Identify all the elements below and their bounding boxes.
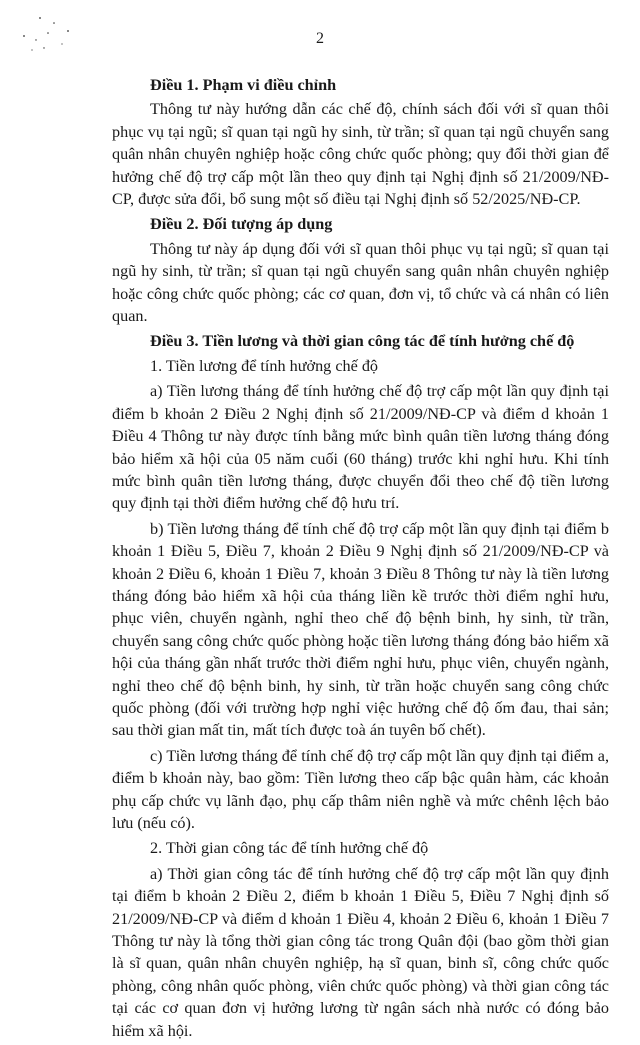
article-3-clause-1-point-a: a) Tiền lương tháng để tính hưởng chế độ trợ cấp một lần quy định tại điểm b khoản 2 Điều 2 Nghị định số 21/2009/NĐ-CP và điểm d khoản 1 Điều 4 Thông tư này được tính bằng mức bình quân tiền lương tháng đóng bảo hiểm xã hội của 05 năm cuối (60 tháng) trước khi nghỉ hưu. Khi tính mức bình quân tiền lương tháng, được chuyển đổi theo chế độ tiền lương quy định tại thời điểm hưởng chế độ hưu trí. — [112, 382, 609, 513]
article-3-clause-1-point-c: c) Tiền lương tháng để tính chế độ trợ cấp một lần quy định tại điểm a, điểm b khoản này, bao gồm: Tiền lương theo cấp bậc quân hàm, các khoản phụ cấp chức vụ lãnh đạo, phụ cấp thâm niên nghề và mức chênh lệch bảo lưu (nếu có). — [112, 746, 609, 832]
article-3-clause-1-title: 1. Tiền lương để tính hưởng chế độ — [150, 356, 379, 375]
article-2-heading: Điều 2. Đối tượng áp dụng — [150, 215, 333, 234]
article-2-body: Thông tư này áp dụng đối với sĩ quan thôi phục vụ tại ngũ; sĩ quan tại ngũ hy sinh, từ trần; sĩ quan tại ngũ chuyển sang quân nhân chuyên nghiệp hoặc công chức quốc phòng; các cơ quan, đơn vị, tổ chức và cá nhân có liên quan. — [112, 239, 609, 326]
article-1-heading: Điều 1. Phạm vi điều chỉnh — [150, 76, 337, 94]
article-3-clause-2-title: 2. Thời gian công tác để tính hưởng chế độ — [150, 839, 429, 858]
article-1-body: Thông tư này hướng dẫn các chế độ, chính sách đối với sĩ quan thôi phục vụ tại ngũ; sĩ quan tại ngũ hy sinh, từ trần; sĩ quan tại ngũ chuyển sang quân nhân chuyên nghiệp hoặc công chức quốc phòng; quy đổi thời gian để hưởng chế độ trợ cấp một lần theo quy định tại Nghị định số 21/2009/NĐ-CP, được sửa đổi, bổ sung một số điều tại Nghị định số 52/2025/NĐ-CP. — [112, 100, 609, 209]
article-3-clause-1-point-b: b) Tiền lương tháng để tính chế độ trợ cấp một lần quy định tại điểm b khoản 1 Điều 5, Điều 7, khoản 2 Điều 9 Nghị định số 21/2009/NĐ-CP và khoản 2 Điều 6, khoản 1 Điều 7, khoản 3 Điều 8 Thông tư này là tiền lương tháng đóng bảo hiểm xã hội của tháng liền kề trước thời điểm nghỉ hưu, phục viên, chuyển ngành, nghỉ theo chế độ bệnh binh, hy sinh, từ trần, chuyển sang công chức quốc phòng hoặc tiền lương tháng đóng bảo hiểm xã hội của tháng gần nhất trước thời điểm nghỉ hưu, phục viên, chuyển ngành, nghỉ theo chế độ bệnh binh, hy sinh, từ trần hoặc chuyển sang công chức quốc phòng (đối với trường hợp nghỉ việc hưởng chế độ ốm đau, thai sản; sau thời gian mất tin, mất tích được toà án tuyên bố chết). — [112, 519, 609, 740]
document-body — [112, 74, 609, 1045]
article-3-heading: Điều 3. Tiền lương và thời gian công tác để tính hưởng chế độ — [150, 332, 575, 351]
page-number: 2 — [316, 30, 324, 47]
article-3-clause-2-point-a: a) Thời gian công tác để tính hưởng chế độ trợ cấp một lần quy định tại điểm b khoản 2 Điều 2, điểm b khoản 1 Điều 5, Điều 7 Nghị định số 21/2009/NĐ-CP và điểm d khoản 1 Điều 4, khoản 2 Điều 6, khoản 1 Điều 7 Thông tư này là tổng thời gian công tác trong Quân đội (bao gồm thời gian là sĩ quan, quân nhân chuyên nghiệp, hạ sĩ quan, binh sĩ, công chức quốc phòng, công nhân quốc phòng, viên chức quốc phòng) và thời gian công tác tại các cơ quan đơn vị hưởng lương từ ngân sách nhà nước có đóng bảo hiểm xã hội. — [112, 864, 609, 1040]
